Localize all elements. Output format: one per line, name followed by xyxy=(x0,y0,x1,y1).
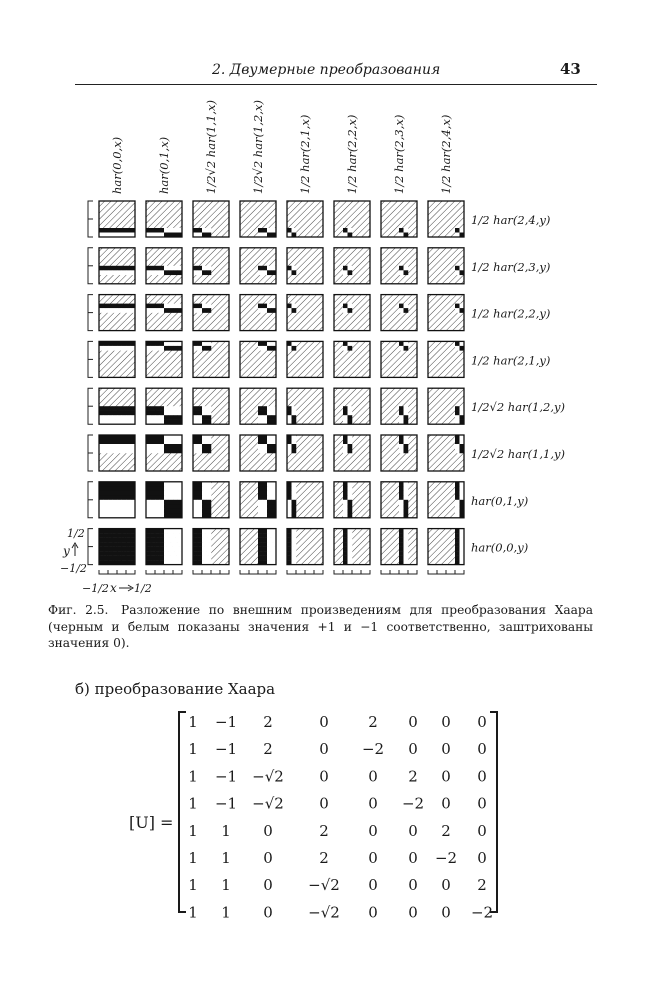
matrix-entry: 0 xyxy=(408,713,418,731)
matrix-entry: −√2 xyxy=(252,794,284,813)
matrix-entry: 2 xyxy=(408,767,418,786)
matrix-entry: 0 xyxy=(408,740,418,759)
column-label: 1/2 har(2,3,x) xyxy=(392,114,406,194)
matrix-entry: 1 xyxy=(188,849,198,867)
matrix-entry: 2 xyxy=(319,849,329,867)
matrix-entry: −√2 xyxy=(308,903,340,922)
column-label: 1/2√2 har(1,1,x) xyxy=(204,100,218,194)
matrix-entry: −1 xyxy=(214,794,238,813)
matrix-entry: 1 xyxy=(221,821,231,840)
matrix-entry: 0 xyxy=(441,794,451,813)
matrix-entry: 0 xyxy=(319,740,329,759)
matrix-entry: 1 xyxy=(221,903,231,922)
row-label: 1/2 har(2,2,y) xyxy=(471,306,551,321)
matrix-entry: 0 xyxy=(441,903,451,922)
matrix-entry: −1 xyxy=(214,713,238,731)
matrix-entry: −2 xyxy=(361,740,385,759)
caption-number: Фиг. 2.5. xyxy=(48,603,109,617)
matrix-entry: 2 xyxy=(263,713,273,731)
y-axis-bottom-label: −1/2 xyxy=(60,562,87,575)
matrix-entry: 0 xyxy=(263,849,273,867)
column-label: 1/2√2 har(1,2,x) xyxy=(251,100,265,194)
matrix-entry: 1 xyxy=(221,876,231,895)
x-axis-name: x xyxy=(110,581,117,595)
matrix-entry: 1 xyxy=(188,767,198,786)
matrix-entry: 0 xyxy=(441,713,451,731)
matrix-entry: 2 xyxy=(441,821,451,840)
matrix-entry: 0 xyxy=(477,767,487,786)
matrix-entry: 0 xyxy=(368,849,378,867)
matrix-entry: 0 xyxy=(408,876,418,895)
row-label: 1/2√2 har(1,2,y) xyxy=(471,400,565,415)
matrix-entry: 0 xyxy=(319,713,329,731)
matrix-entry: −2 xyxy=(401,794,425,813)
matrix-left-bracket xyxy=(179,712,186,912)
matrix-entry: 0 xyxy=(408,903,418,922)
matrix-entry: 1 xyxy=(188,903,198,922)
matrix-entry: 0 xyxy=(441,740,451,759)
matrix-right-bracket xyxy=(490,712,497,912)
matrix-entry: 1 xyxy=(188,876,198,895)
matrix-entry: 1 xyxy=(188,821,198,840)
matrix-entry: 0 xyxy=(263,821,273,840)
row-label: 1/2√2 har(1,1,y) xyxy=(471,447,565,461)
matrix-entry: 0 xyxy=(441,767,451,786)
section-title: б) преобразование Хаара xyxy=(75,680,276,698)
matrix-entry: −√2 xyxy=(252,767,284,786)
column-label: har(0,0,x) xyxy=(110,136,124,194)
matrix-entry: 0 xyxy=(477,821,487,840)
column-label: 1/2 har(2,1,x) xyxy=(298,114,312,194)
matrix-entry: 0 xyxy=(263,876,273,895)
x-axis-right-label: 1/2 xyxy=(134,582,152,595)
column-label: har(0,1,x) xyxy=(157,136,171,194)
matrix-entry: −1 xyxy=(214,767,238,786)
matrix-entry: 1 xyxy=(188,740,198,759)
row-label: har(0,0,y) xyxy=(471,540,529,555)
matrix-entry: 0 xyxy=(319,794,329,813)
matrix-entry: 0 xyxy=(477,713,487,731)
matrix-entry: 2 xyxy=(263,740,273,759)
x-axis-left-label: −1/2 xyxy=(82,582,109,595)
y-axis-name: y xyxy=(63,544,70,558)
matrix-label: [U] = xyxy=(129,813,174,832)
running-head: 2. Двумерные преобразования xyxy=(212,62,441,78)
row-label: 1/2 har(2,1,y) xyxy=(471,353,551,368)
matrix-entry: 1 xyxy=(221,849,231,867)
matrix-entry: 0 xyxy=(477,740,487,759)
matrix-entry: 0 xyxy=(263,903,273,922)
matrix-entry: 0 xyxy=(368,903,378,922)
matrix-entry: −2 xyxy=(470,903,494,922)
matrix-entry: 0 xyxy=(408,821,418,840)
matrix-entry: 2 xyxy=(477,876,487,895)
matrix-entry: 0 xyxy=(368,821,378,840)
matrix-entry: 1 xyxy=(188,713,198,731)
page-number: 43 xyxy=(560,60,581,78)
row-label: 1/2 har(2,4,y) xyxy=(471,213,551,227)
matrix-entry: 0 xyxy=(368,767,378,786)
matrix-entry: 0 xyxy=(319,767,329,786)
column-label: 1/2 har(2,2,x) xyxy=(345,114,359,194)
matrix-entry: −√2 xyxy=(308,876,340,895)
column-label: 1/2 har(2,4,x) xyxy=(439,114,453,194)
matrix-entry: 0 xyxy=(408,849,418,867)
caption-text: Разложение по внешним произведениям для преобразования Хаара (черным и белым показаны значения +1 и −1 соответственно, заштрихованы значения 0). xyxy=(48,603,593,650)
matrix-entry: 0 xyxy=(477,849,487,867)
matrix-entry: 2 xyxy=(368,713,378,731)
matrix-entry: 0 xyxy=(368,876,378,895)
matrix-entry: 0 xyxy=(477,794,487,813)
matrix-entry: 0 xyxy=(368,794,378,813)
row-label: har(0,1,y) xyxy=(471,493,529,508)
row-label: 1/2 har(2,3,y) xyxy=(471,259,551,274)
matrix-entry: −2 xyxy=(434,849,458,867)
matrix-entry: 0 xyxy=(441,876,451,895)
matrix-entry: 1 xyxy=(188,794,198,813)
y-axis-top-label: 1/2 xyxy=(67,527,85,540)
matrix-entry: 2 xyxy=(319,821,329,840)
matrix-entry: −1 xyxy=(214,740,238,759)
